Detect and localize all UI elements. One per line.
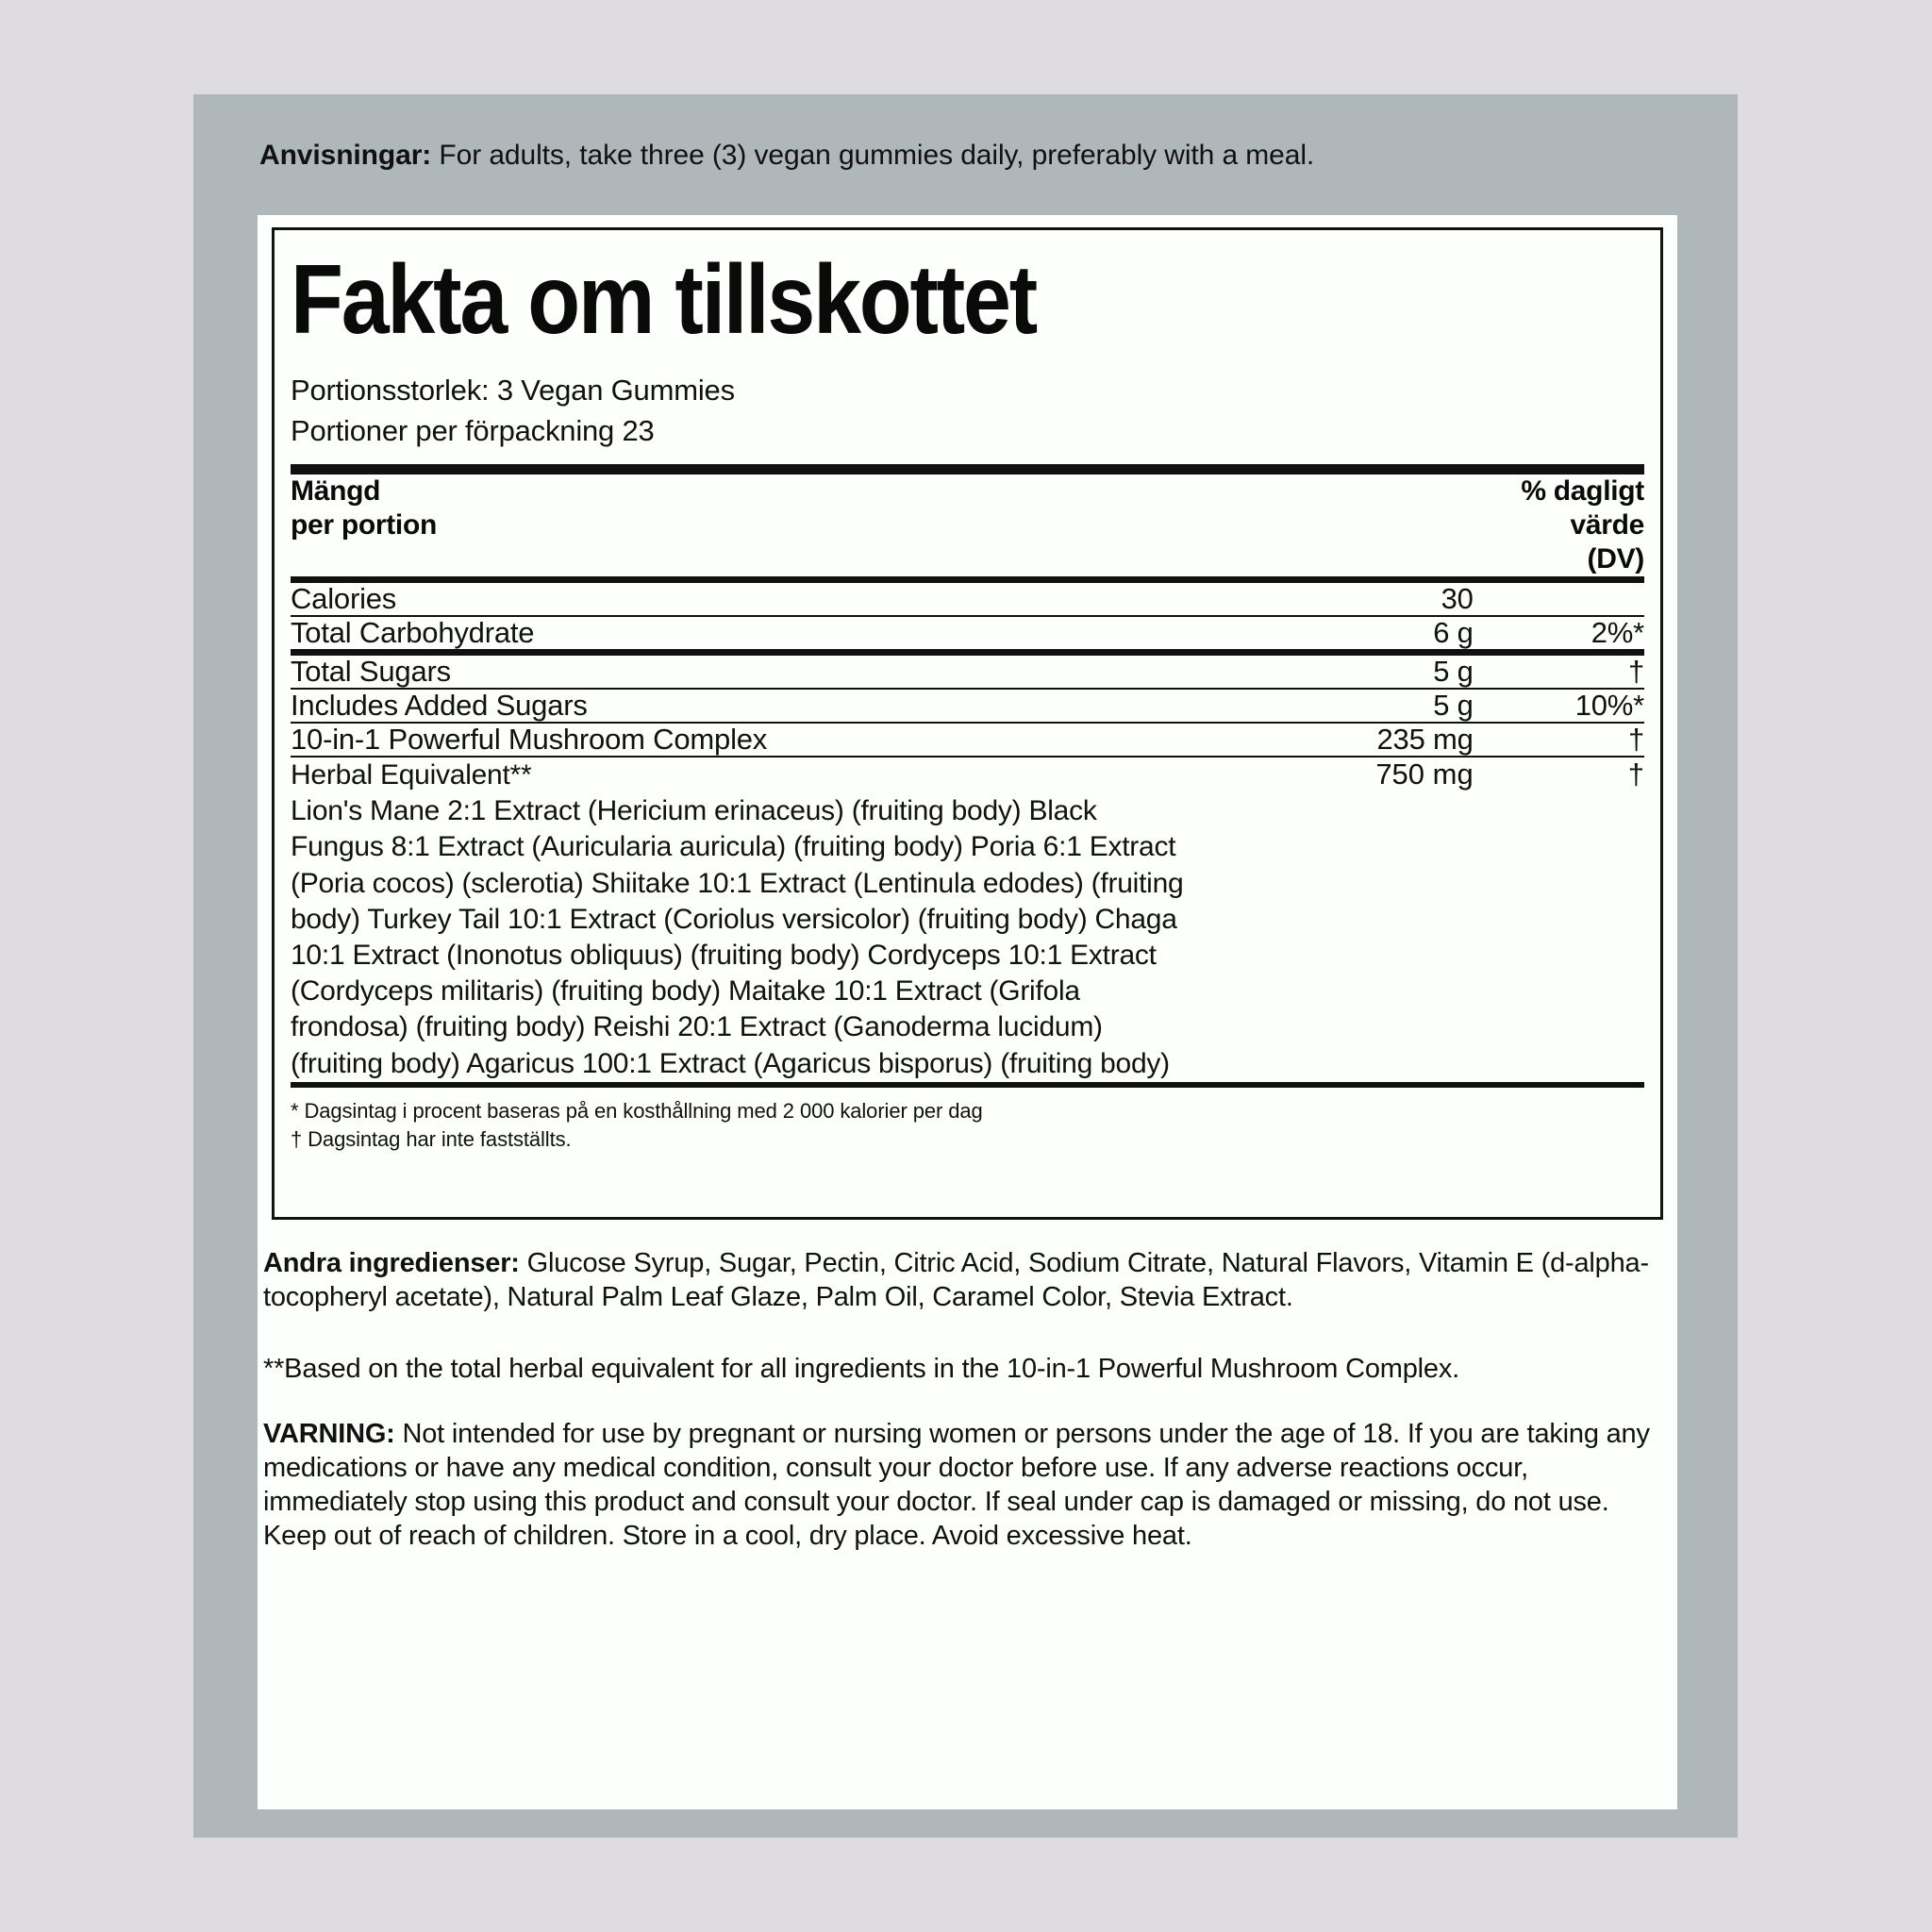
footnote-star: * Dagsintag i procent baseras på en kosthållning med 2 000 kalorier per dag: [291, 1098, 983, 1123]
based-on-note: **Based on the total herbal equivalent for all ingredients in the 10-in-1 Powerful Mushroom Complex.: [263, 1354, 1459, 1384]
serving-size: Portionsstorlek: 3 Vegan Gummies: [291, 374, 735, 407]
warning-text: Not intended for use by pregnant or nursing women or persons under the age of 18. If you are taking any medications or have any medical condition, consult your doctor before use. If any adverse reactions occur, immediately stop using this product and consult your doctor. If seal under cap is damaged or missing, do not use. Keep out of reach of children. Store in a cool, dry place. Avoid excessive heat.: [263, 1419, 1650, 1551]
row-amount-total-carbohydrate: 6 g: [1433, 616, 1474, 649]
directions-text: For adults, take three (3) vegan gummies daily, preferably with a meal.: [431, 140, 1315, 171]
row-name-includes-added-sugars: Includes Added Sugars: [291, 689, 588, 722]
herbal-equivalent-amount: 750 mg: [1375, 758, 1474, 791]
row-dv-total-sugars: †: [1627, 655, 1644, 688]
row-dv-includes-added-sugars: 10%*: [1574, 689, 1644, 722]
amount-header-line2: per portion: [291, 509, 438, 541]
dv-header-line1: % dagligt: [1521, 475, 1644, 507]
footnotes: [291, 1088, 1644, 1154]
table-row: [291, 690, 1644, 722]
row-name-total-sugars: Total Sugars: [291, 655, 451, 688]
row-name-total-carbohydrate: Total Carbohydrate: [291, 616, 535, 649]
row-amount-mushroom-complex: 235 mg: [1376, 723, 1474, 756]
warning-label: VARNING:: [263, 1419, 395, 1449]
nutrition-table: [291, 475, 1644, 1082]
amount-header: [291, 475, 1193, 576]
directions-line: [259, 139, 1674, 173]
row-dv-calories: [1474, 583, 1644, 615]
table-header-row: [291, 475, 1644, 576]
servings-per-container: Portioner per förpackning 23: [291, 414, 655, 447]
supplement-facts-box: [272, 227, 1663, 1220]
herbal-equivalent-heading: Herbal Equivalent**: [291, 759, 532, 791]
divider-thick-top: [291, 464, 1644, 475]
footnote-dagger: † Dagsintag har inte fastställts.: [291, 1126, 572, 1151]
dv-header-line3: (DV): [1587, 543, 1644, 575]
dv-header-line2: värde: [1570, 509, 1644, 541]
other-ingredients-label: Andra ingredienser:: [263, 1248, 520, 1278]
amount-header-line1: Mängd: [291, 475, 381, 507]
page-title: Fakta om tillskottet: [291, 245, 1037, 355]
row-amount-total-sugars: 5 g: [1433, 655, 1474, 688]
row-name-calories: Calories: [291, 582, 397, 615]
table-row: [291, 617, 1644, 649]
row-dv-mushroom-complex: †: [1627, 723, 1644, 756]
daily-value-header: [1474, 475, 1644, 576]
table-row: [291, 724, 1644, 756]
header-spacer: [1193, 475, 1474, 576]
serving-info: [291, 370, 1644, 451]
warning-block: [263, 1417, 1669, 1553]
supplement-label-panel: [193, 94, 1738, 1838]
directions-label: Anvisningar:: [259, 140, 432, 171]
label-content-card: [258, 215, 1677, 1809]
table-row: [291, 583, 1644, 615]
other-ingredients: [263, 1246, 1669, 1314]
herbal-equivalent-cell: [291, 758, 1193, 1082]
table-row: [291, 656, 1644, 688]
row-amount-includes-added-sugars: 5 g: [1433, 689, 1474, 722]
other-ingredients-text: Glucose Syrup, Sugar, Pectin, Citric Acid, Sodium Citrate, Natural Flavors, Vitamin E (d-alpha-tocopheryl acetate), Natural Palm Leaf Glaze, Palm Oil, Caramel Color, Stevia Extract.: [263, 1248, 1649, 1312]
row-name-mushroom-complex: 10-in-1 Powerful Mushroom Complex: [291, 723, 768, 756]
row-dv-total-carbohydrate: 2%*: [1591, 616, 1644, 649]
row-amount-calories: 30: [1441, 582, 1474, 615]
herbal-equivalent-dv: †: [1627, 758, 1644, 791]
table-row-herbal: [291, 758, 1644, 1082]
herbal-equivalent-body: Lion's Mane 2:1 Extract (Hericium erinaceus) (fruiting body) Black Fungus 8:1 Extract (Auricularia auricula) (fruiting body) Poria 6:1 Extract (Poria cocos) (sclerotia) Shiitake 10:1 Extract (Lentinula edodes) (fruiting body) Turkey Tail 10:1 Extract (Coriolus versicolor) (fruiting body) Chaga 10:1 Extract (Inonotus obliquus) (fruiting body) Cordyceps 10:1 Extract (Cordyceps militaris) (fruiting body) Maitake 10:1 Extract (Grifola frondosa) (fruiting body) Reishi 20:1 Extract (Ganoderma lucidum) (fruiting body) Agaricus 100:1 Extract (Agaricus bisporus) (fruiting body): [291, 795, 1184, 1079]
